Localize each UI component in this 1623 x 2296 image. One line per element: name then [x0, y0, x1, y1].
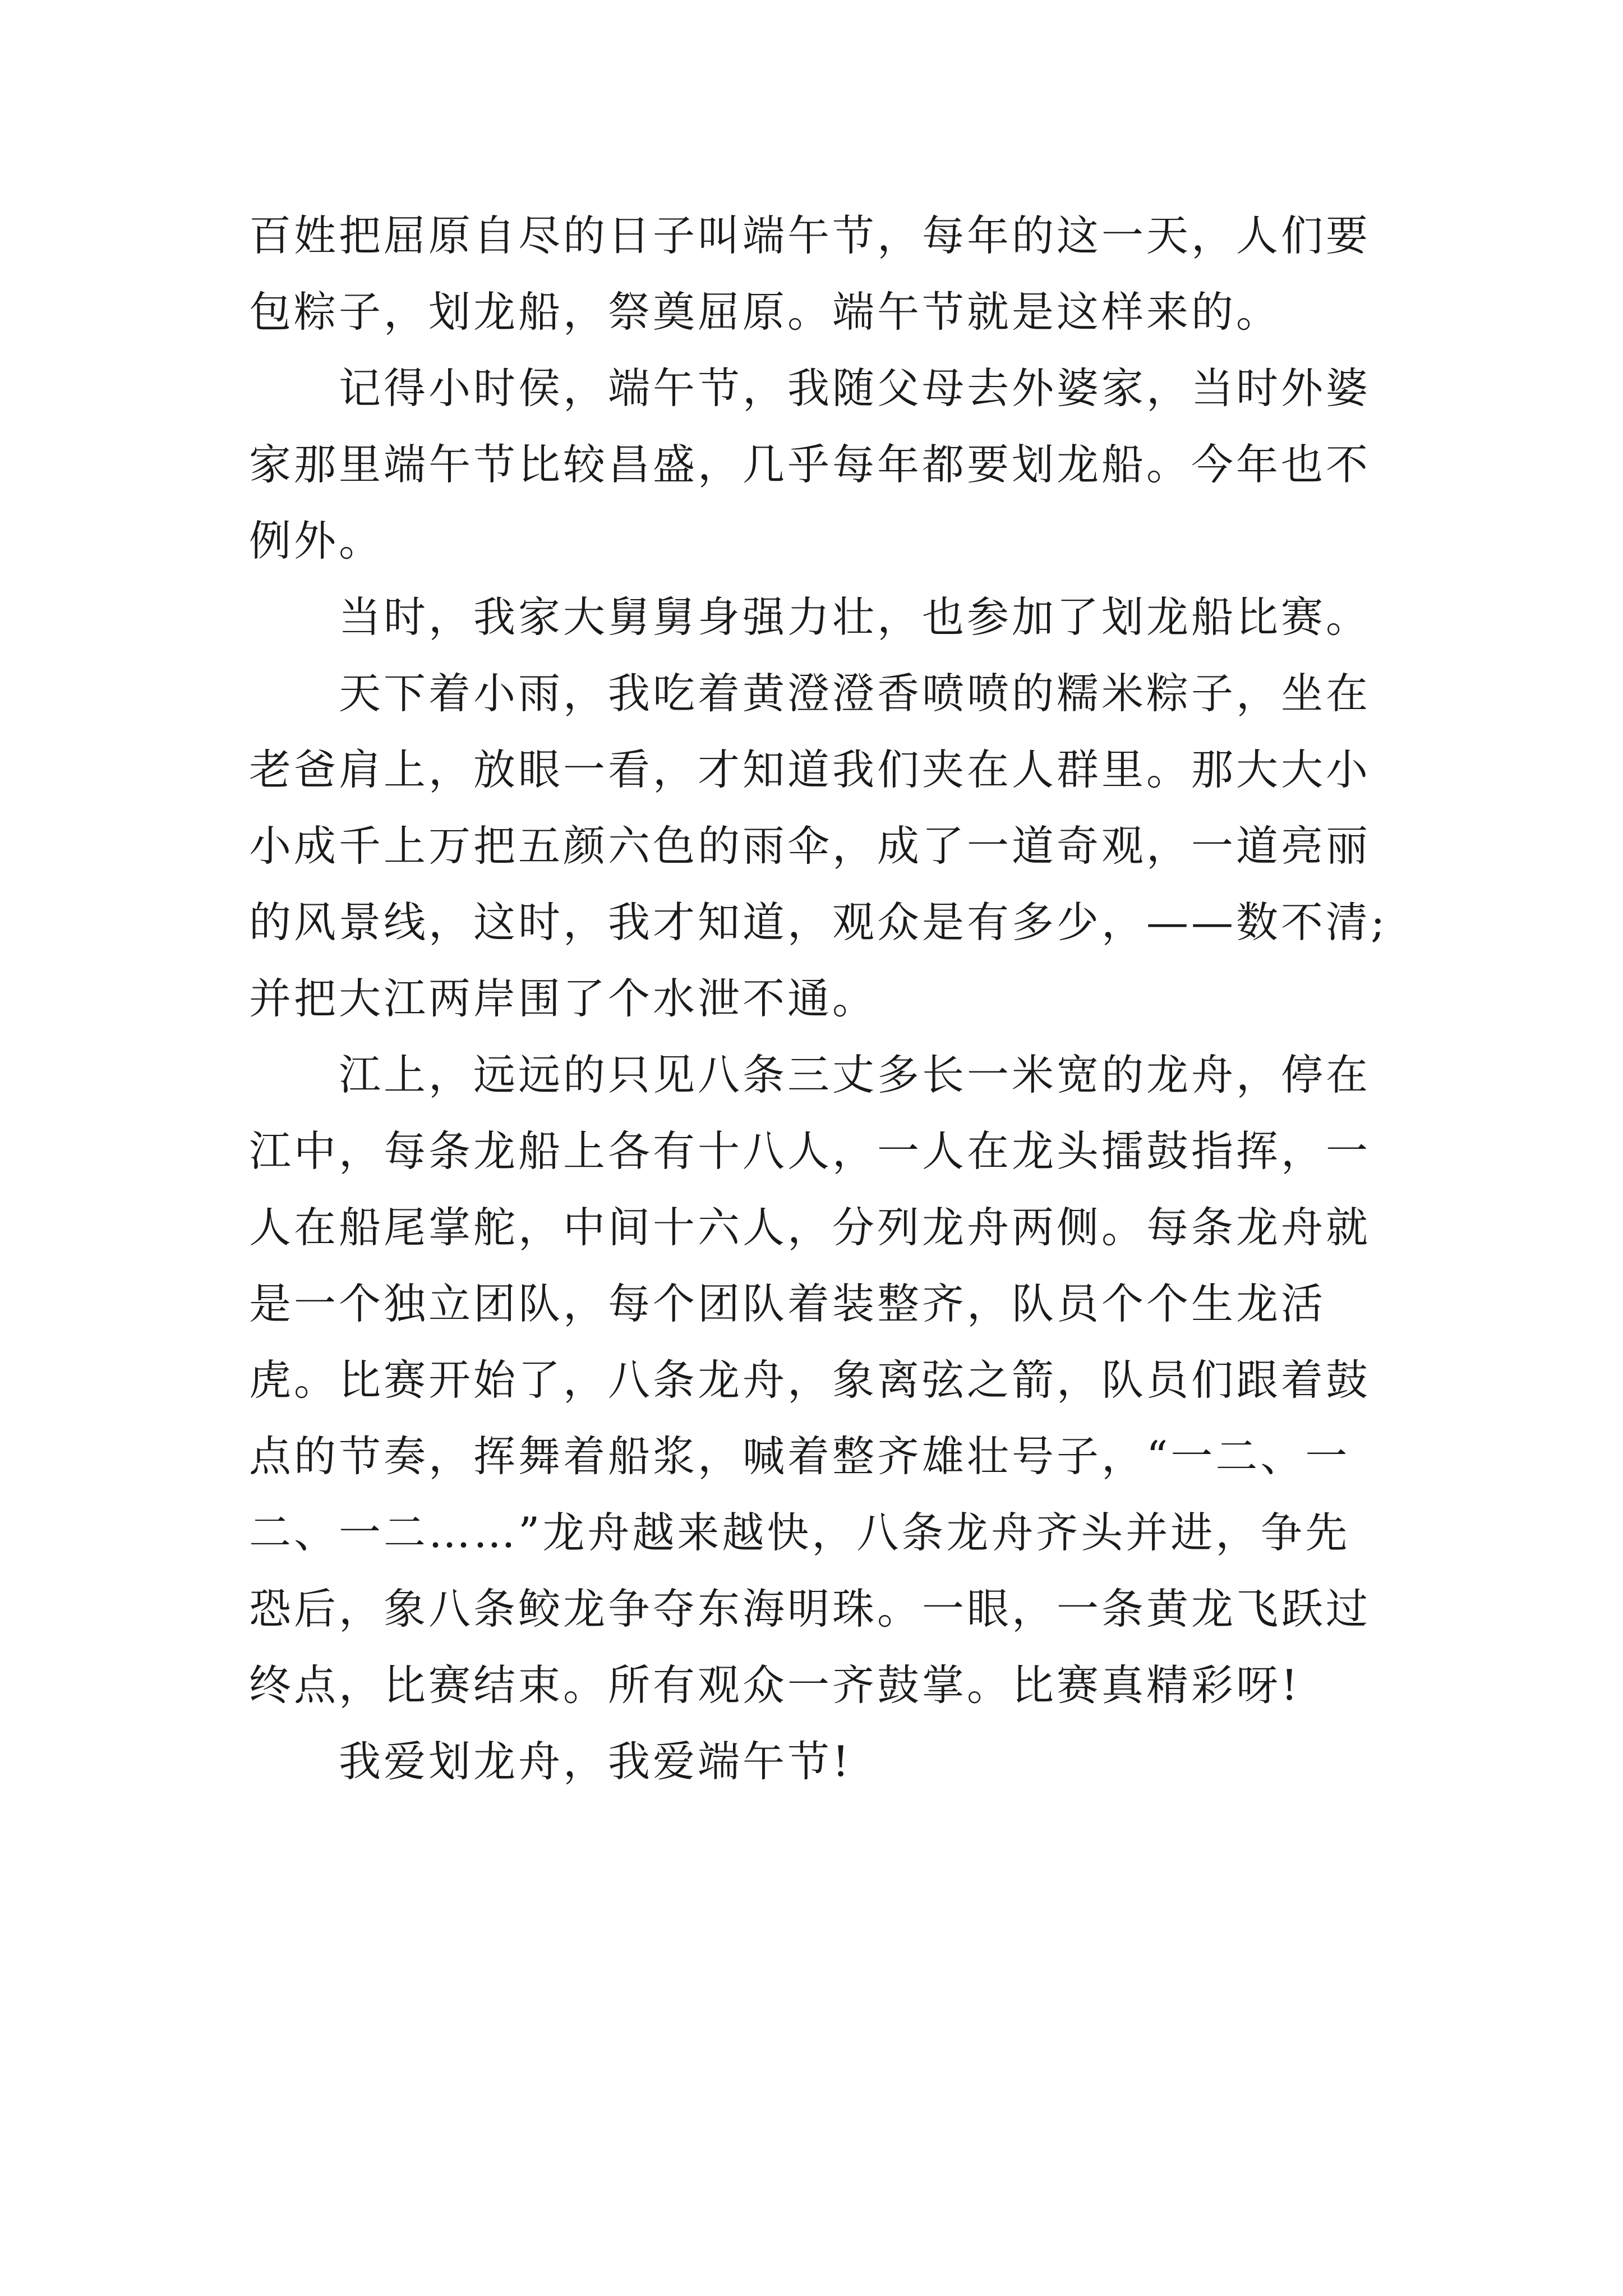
paragraph-3: 当时，我家大舅舅身强力壮，也参加了划龙船比赛。 — [339, 592, 1371, 642]
paragraph-4: 天下着小雨，我吃着黄澄澄香喷喷的糯米粽子，坐在老爸肩上，放眼一看，才知道我们夹在人群里。那大大小小成千上万把五颜六色的雨伞，成了一道奇观，一道亮丽的风景线，这时，我才知道，观众是有多少，——数不清;并把大江两岸围了个水泄不通。 — [249, 669, 1388, 1023]
article-body — [249, 197, 1393, 1800]
paragraph-5: 江上，远远的只见八条三丈多长一米宽的龙舟，停在江中，每条龙船上各有十八人，一人在龙头擂鼓指挥，一人在船尾掌舵，中间十六人，分列龙舟两侧。每条龙舟就是一个独立团队，每个团队着装整齐，队员个个生龙活虎。比赛开始了，八条龙舟，象离弦之箭，队员们跟着鼓点的节奏，挥舞着船浆，喊着整齐雄壮号子，“一二、一二、一二……”龙舟越来越快，八条龙舟齐头并进，争先恐后，象八条鲛龙争夺东海明珠。一眼，一条黄龙飞跃过终点，比赛结束。所有观众一齐鼓掌。比赛真精彩呀! — [249, 1050, 1371, 1710]
paragraph-6: 我爱划龙舟，我爱端午节! — [339, 1737, 852, 1786]
paragraph-2: 记得小时侯，端午节，我随父母去外婆家，当时外婆家那里端午节比较昌盛，几乎每年都要划龙船。今年也不例外。 — [249, 364, 1371, 565]
paragraph-1: 百姓把屈原自尽的日子叫端午节，每年的这一天，人们要包粽子，划龙船，祭奠屈原。端午节就是这样来的。 — [249, 211, 1371, 337]
